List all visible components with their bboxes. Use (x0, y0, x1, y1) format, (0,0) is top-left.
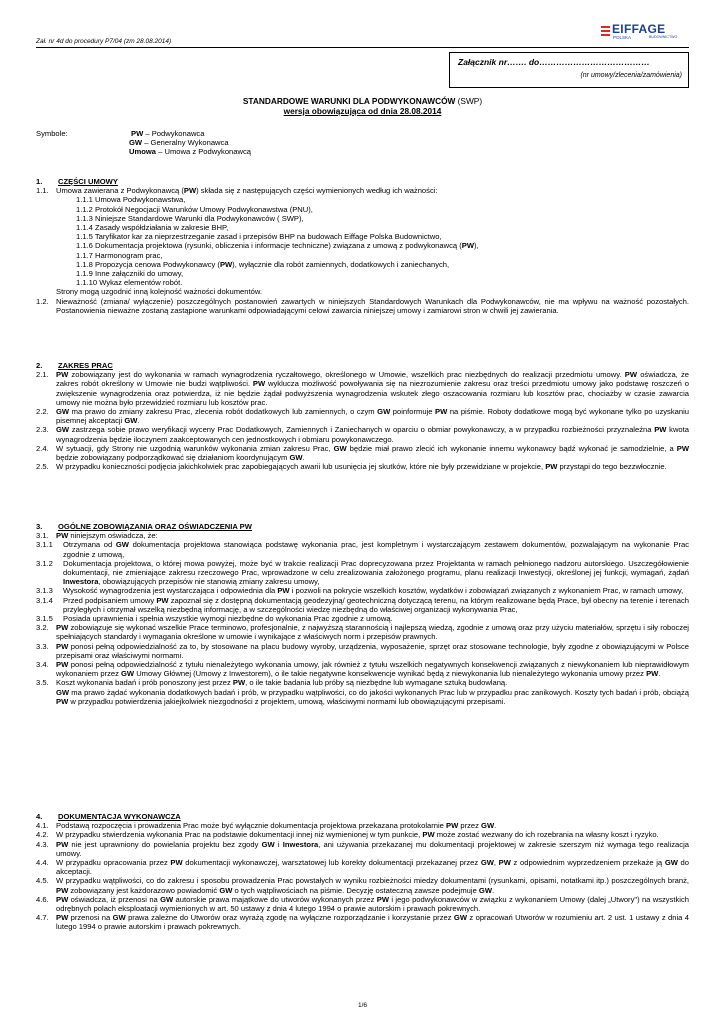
clause-3-1-4: 3.1.4 Przed podpisaniem umowy PW zapoznał się z dostępną dokumentacją geodezyjną/ geotechniczną dotyczącą terenu, na którym realizowane będą Prace, był obecny na terenie i terenach przyległych i otrzymał wszelką niezbędną informację, a w szczególności wiedzę niezbędną do właściwej organizacji wykonywania Prac, (36, 595, 690, 614)
clause-1-1-3: 1.1.3 Niniejsze Standardowe Warunki dla Podwykonawców ( SWP), (76, 213, 304, 223)
clause-1-2: 1.2. Nieważność (zmiana/ wyłączenie) poszczególnych postanowień zawartych w niniejszych Standardowych Warunkach dla Podwykonawców, nie ma wpływu na ważność pozostałych. Postanowienia nieważne zostaną zastąpione warunkami odpowiadającymi celowi zawarcia niniejszej umowy i zamiarowi stron w chwili jej zawierania. (36, 296, 689, 315)
attachment-number: Załącznik nr……. do………………………………… (458, 57, 650, 67)
section-2-heading: 2. ZAKRES PRAC (36, 361, 113, 370)
clause-1-1: 1.1. Umowa zawierana z Podwykonawcą (PW) składa się z następujących części wymienionych według ich ważności: (36, 186, 438, 196)
clause-1-1-6: 1.1.6 Dokumentacja projektowa (rysunki, obliczenia i informacje techniczne) związana z umową z podwykonawcą (PW), (76, 241, 479, 251)
clause-2-5: 2.5. W przypadku konieczności podjęcia jakichkolwiek prac zapobiegających awarii lub usunięcia jej skutków, które nie były przewidziane w projekcie, PW przystąpi do tego bezzwłocznie. (36, 462, 667, 472)
clause-4-7: 4.7. PW przenosi na GW prawa zależne do Utworów oraz wyrażą zgodę na wyłączne rozporządzanie i korzystanie przez GW z opracowań Utworów w rozumieniu art. 2 ust. 1 ustawy z dnia 4 lutego 1994 o prawie autorskim i prawach pokrewnych. (36, 913, 689, 932)
section-1-heading: 1. CZĘŚCI UMOWY (36, 177, 118, 186)
header-rule (36, 47, 689, 48)
clause-3-1-3: 3.1.3 Wysokość wynagrodzenia jest wystarczająca i odpowiednia dla PW i pozwoli na pokrycie wszelkich kosztów, wydatków i zobowiązań związanych z wykonaniem Prac, w ramach umowy, (36, 586, 684, 596)
clause-3-1-2: 3.1.2 Dokumentacja projektowa, o której mowa powyżej, może być w trakcie realizacji Prac doprecyzowana przez Projektanta w ramach pełnionego nadzoru autorskiego. Uszczegółowienie dokumentacji, nie zmieniające zakresu rzeczowego Prac, wprowadzone w celu zrealizowania założonego programu, planu realizacji Inwestycji, określonej jej funkcji, wymagań, żądań Inwestora, obowiązujących przepisów nie stanowią zmiany zakresu umowy, (36, 558, 689, 587)
clause-3-5: 3.5. Koszt wykonania badań i prób ponoszony jest przez PW, o ile takie badania lub próby są niezbędne lub wymagane sztuką budowlaną. (36, 678, 508, 688)
clause-2-2: 2.2. GW ma prawo do zmiany zakresu Prac, zlecenia robót dodatkowych lub zamiennych, o czym GW poinformuje PW na piśmie. Roboty dodatkowe mogą być wykonane tylko po uzyskaniu pisemnej akceptacji GW. (36, 407, 689, 426)
clause-4-2: 4.2. W przypadku stwierdzenia wykonania Prac na podstawie dokumentacji innej niż wymienionej w tym punkcie, PW może zostać wezwany do ich rozebrania na własny koszt i ryzyko. (36, 830, 659, 840)
symbols-label: Symbole: (36, 129, 68, 138)
symbol-pw-desc: – Podwykonawca (145, 129, 205, 138)
section-4 (36, 812, 689, 932)
logo-text: EIFFAGE (612, 22, 666, 36)
clause-3-4: 3.4. PW ponosi pełną odpowiedzialność z tytułu nienależytego wykonania umowy, jak również z tytułu wszelkich negatywnych konsekwencji związanych z niewykonaniem lub nieprawidłowym wykonaniem przez GW Umowy Głównej (Umowy z Inwestorem), o ile takie negatywne konsekwencje wynikać będą z niewykonania lub nienależytego wykonania umowy przez PW. (36, 660, 689, 679)
clause-1-1-note: Strony mogą uzgodnić inną kolejność ważności dokumentów. (56, 287, 262, 297)
section-4-heading: 4. DOKUMENTACJA WYKONAWCZA (36, 812, 181, 821)
symbols-block (36, 129, 689, 157)
clause-1-1-5: 1.1.5 Taryfikator kar za nieprzestrzeganie zasad i przepisów BHP na budowach Eiffage Polska Budownictwo, (76, 232, 442, 242)
clause-4-6: 4.6. PW oświadcza, iż przenosi na GW autorskie prawa majątkowe do utworów wykonanych przez PW i jego podwykonawców w związku z wykonaniem Umowy (dalej „Utwory") na wszystkich odrębnych polach eksploatacji wymienionych w art. 50 ustawy z dnia 4 lutego 1994 o prawie autorskim i prawach pokrewnych. (36, 894, 690, 914)
clause-2-1: 2.1. PW zobowiązany jest do wykonania w ramach wynagrodzenia ryczałtowego, określonego w Umowie, wszelkich prac niezbędnych do realizacji przedmiotu umowy. PW oświadcza, że zakres robót określony w Umowie nie budzi wątpliwości. PW wyklucza możliwość powoływania się na niezrozumienie zakresu oraz treści przedmiotu umowy jako podstawę roszczeń o zwiększenie wynagrodzenia oraz potwierdza, iż nie będzie żądał podwyższenia wynagrodzenia wskutek złego oszacowania rozmiaru lub kosztów prac, chociażby w czasie zawarcia umowy nie można było przewidzieć rozmiaru lub kosztów prac. (36, 370, 689, 407)
symbol-umowa-desc: – Umowa z Podwykonawcą (158, 147, 251, 157)
clause-4-4: 4.4. W przypadku opracowania przez PW dokumentacji wykonawczej, warsztatowej lub korekty dokumentacji przekazanej przez GW, PW z odpowiednim wyprzedzeniem przekaże ją GW do akceptacji. (36, 858, 689, 877)
clause-4-3: 4.3. PW nie jest uprawniony do powielania projektu bez zgody GW i Inwestora, ani używania przekazanej mu dokumentacji projektowej w zakresie szerszym niż wymaga tego realizacja umowy. (36, 839, 689, 858)
clause-4-1: 4.1. Podstawą rozpoczęcia i prowadzenia Prac może być wyłącznie dokumentacja projektowa przekazana protokolarnie PW przez GW. (36, 821, 497, 831)
attachment-caption: (nr umowy/zlecenia/zamówienia) (580, 72, 682, 79)
logo-stripes-icon (601, 24, 610, 38)
clause-3-1: 3.1. PW niniejszym oświadcza, że: (36, 531, 158, 541)
clause-1-1-8: 1.1.8 Propozycja cenowa Podwykonawcy (PW), wyłącznie dla robót zamiennych, dodatkowych i zaniechanych, (76, 259, 450, 269)
clause-1-1-7: 1.1.7 Harmonogram prac, (76, 250, 163, 260)
clause-3-3: 3.3. PW ponosi pełną odpowiedzialność za to, by stosowane na placu budowy wyroby, urządzenia, wyposażenie, sprzęt oraz stosowane technologie, były zgodne z obowiązującymi w Polsce przepisami oraz właściwymi normami. (36, 641, 689, 660)
clause-2-4: 2.4. W sytuacji, gdy Strony nie uzgodnią warunków wykonania zmian zakresu Prac, GW będzie miał prawo zlecić ich wykonanie innemu wykonawcy bądź wykonać je samodzielnie, a PW będzie zobowiązany podporządkować się działaniom koordynującym GW. (36, 443, 689, 463)
clause-1-1-2: 1.1.2 Protokół Negocjacji Warunków Umowy Podwykonawstwa (PNU), (76, 204, 313, 214)
clause-3-1-5: 3.1.5 Posiada uprawnienia i spełnia wszystkie wymogi niezbędne do wykonania Prac zgodnie z umową. (36, 614, 393, 624)
clause-1-1-10: 1.1.10 Wykaz elementów robót. (76, 278, 183, 288)
title-abbr: (SWP) (457, 96, 483, 106)
section-2 (36, 361, 689, 471)
clause-3-2: 3.2. PW zobowiązuje się wykonać wszelkie Prace terminowo, profesjonalnie, z najwyższą starannością i najlepszą wiedzą, zgodnie z umową oraz przy użyciu materiałów, sprzętu i siły roboczej spełniających standardy i wymagania określone w umowie i wynikające z właściwych norm i przepisów prawnych. (36, 623, 689, 642)
clause-3-5-cont: GW ma prawo żądać wykonania dodatkowych badań i prób, w przypadku wątpliwości, co do jakości wykonanych Prac lub w przypadku prac zanikowych. Koszty tych badań i prób, obciążą PW w przypadku potwierdzenia jakiejkolwiek niezgodności z projektem, umową, właściwymi normami lub obowiązującymi przepisami. (56, 687, 689, 706)
clause-1-1-9: 1.1.9 Inne załączniki do umowy, (76, 269, 184, 279)
clause-4-5: 4.5. W przypadku wątpliwości, co do zakresu i sposobu prowadzenia Prac powstałych w wyniku rozbieżności miedzy dokumentami (rysunkami, opisami, notatkami itp.) poszczególnych branż, PW zobowiązany jest każdorazowo powiadomić GW o tych wątpliwościach na piśmie. Decyzję ostateczną zawsze podejmuje GW. (36, 876, 689, 895)
title-version: wersja obowiązująca od dnia 28.08.2014 (283, 106, 442, 116)
section-3-heading: 3. OGÓLNE ZOBOWIĄZANIA ORAZ OŚWIADCZENIA PW (36, 522, 252, 531)
symbol-gw-desc: – Generalny Wykonawca (144, 138, 229, 148)
logo-subtext: POLSKA (613, 35, 632, 40)
page-number: 1/6 (357, 1002, 368, 1009)
procedure-note: Zał. nr 4d do procedury P7/04 (zm 28.08.2014) (36, 38, 172, 45)
section-3 (36, 522, 689, 706)
symbol-umowa: Umowa (129, 147, 157, 157)
clause-1-1-4: 1.1.4 Zasady współdziałania w zakresie BHP, (76, 223, 229, 233)
symbol-gw: GW (129, 138, 143, 148)
title-main: STANDARDOWE WARUNKI DLA PODWYKONAWCÓW (242, 96, 456, 106)
symbol-pw: PW (131, 129, 144, 138)
clause-1-1-1: 1.1.1 Umowa Podwykonawstwa, (76, 195, 186, 205)
eiffage-logo (601, 22, 697, 44)
clause-3-1-1: 3.1.1 Otrzymana od GW dokumentacja projektowa stanowiąca podstawę wykonania prac, jest kompletnym i wystarczającym zestawem dokumentów, pozwalającym na wykonanie Prac zgodnie z umową, (36, 540, 689, 559)
attachment-box (449, 52, 689, 88)
page-title (0, 96, 725, 106)
logo-subtext-2: BUDOWNICTWO (649, 35, 678, 39)
clause-2-3: 2.3. GW zastrzega sobie prawo weryfikacji wyceny Prac Dodatkowych, Zamiennych i Zaniechanych w oparciu o obmiar powykonawczy, a w przypadku rozbieżności przyznaleźna PW kwota wynagrodzenia będzie iloczynem zaakceptowanych cen jednostkowych i obmiaru powykonawczego. (36, 425, 689, 444)
section-1 (36, 177, 689, 315)
